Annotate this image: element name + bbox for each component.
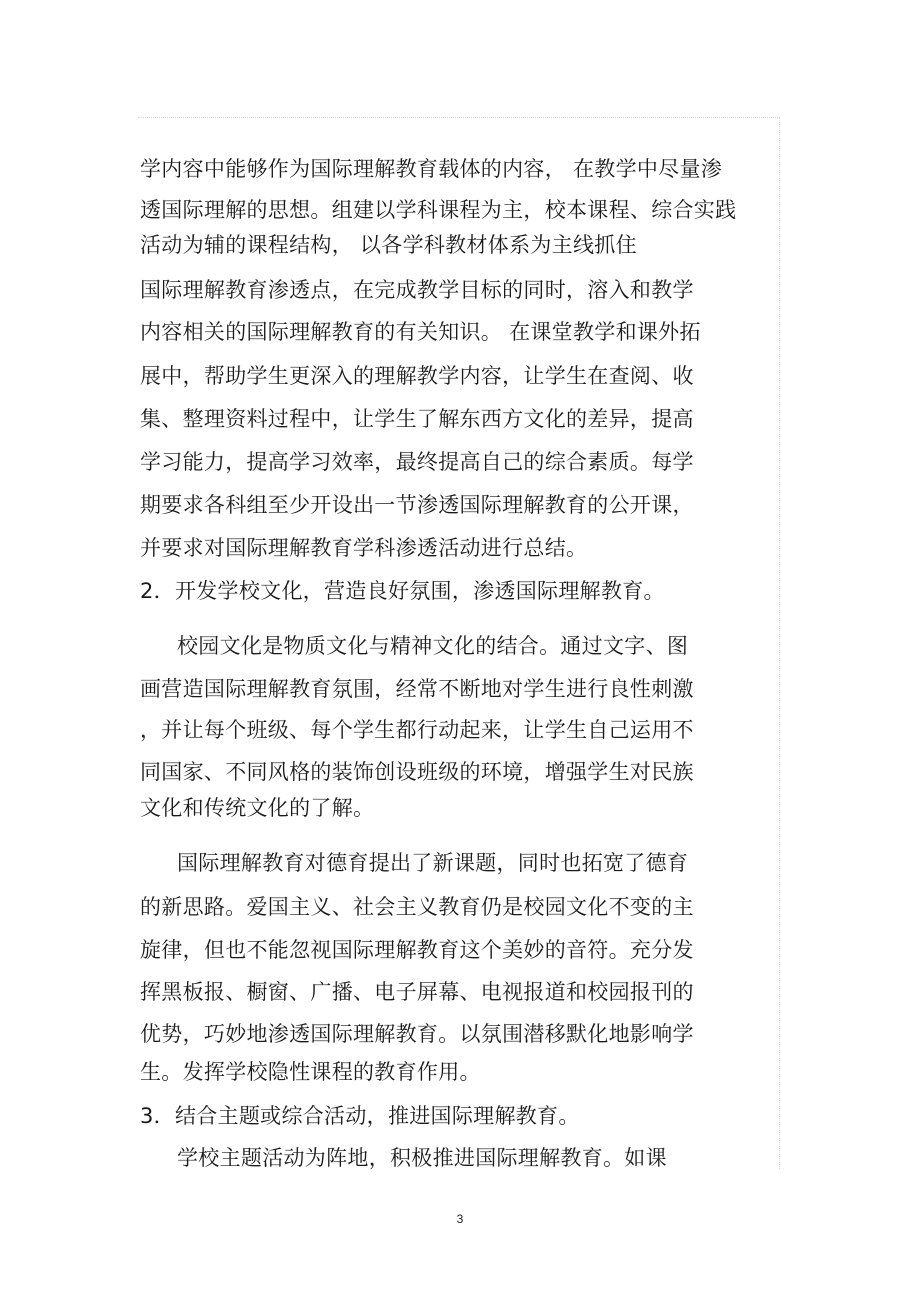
text-line: 展中，帮助学生更深入的理解教学内容，让学生在查阅、收 [140, 364, 694, 388]
text-line: 生。发挥学校隐性课程的教育作用。 [140, 1060, 481, 1084]
text-line: 并要求对国际理解教育学科渗透活动进行总结。 [140, 536, 588, 560]
text-line: 优势，巧妙地渗透国际理解教育。以氛围潜移默化地影响学 [140, 1022, 694, 1046]
text-line: 学内容中能够作为国际理解教育载体的内容， 在教学中尽量渗 [140, 157, 723, 181]
text-line: 学习能力，提高学习效率，最终提高自己的综合素质。每学 [140, 450, 694, 474]
text-line: 国际理解教育渗透点，在完成教学目标的同时，溶入和教学 [140, 278, 694, 302]
page-number: 3 [456, 1212, 464, 1226]
page-frame-top-border [138, 117, 780, 118]
text-line: ，并让每个班级、每个学生都行动起来，让学生自己运用不 [140, 718, 694, 742]
text-line: 挥黑板报、橱窗、广播、电子屏幕、电视报道和校园报刊的 [140, 980, 694, 1004]
text-line: 旋律，但也不能忽视国际理解教育这个美妙的音符。充分发 [140, 938, 694, 962]
section-heading: 2．开发学校文化，营造良好氛围，渗透国际理解教育。 [140, 579, 665, 603]
text-line: 透国际理解的思想。组建以学科课程为主，校本课程、综合实践 [140, 198, 737, 222]
text-line: 同国家、不同风格的装饰创设班级的环境，增强学生对民族 [140, 760, 694, 784]
text-line: 期要求各科组至少开设出一节渗透国际理解教育的公开课， [140, 493, 694, 517]
page-frame-right-border [779, 117, 780, 1169]
text-line: 活动为辅的课程结构， 以各学科教材体系为主线抓住 [140, 233, 637, 257]
text-line: 画营造国际理解教育氛围，经常不断地对学生进行良性刺激 [140, 677, 694, 701]
section-heading: 3．结合主题或综合活动，推进国际理解教育。 [140, 1104, 580, 1128]
text-line: 集、整理资料过程中，让学生了解东西方文化的差异，提高 [140, 407, 694, 431]
text-line: 的新思路。爱国主义、社会主义教育仍是校园文化不变的主 [140, 895, 694, 919]
paragraph-first-line: 学校主题活动为阵地，积极推进国际理解教育。如课 [177, 1146, 667, 1170]
text-line: 内容相关的国际理解教育的有关知识。 在课堂教学和课外拓 [140, 320, 701, 344]
paragraph-first-line: 国际理解教育对德育提出了新课题，同时也拓宽了德育 [177, 851, 689, 875]
paragraph-first-line: 校园文化是物质文化与精神文化的结合。通过文字、图 [177, 634, 689, 658]
text-line: 文化和传统文化的了解。 [140, 796, 375, 820]
